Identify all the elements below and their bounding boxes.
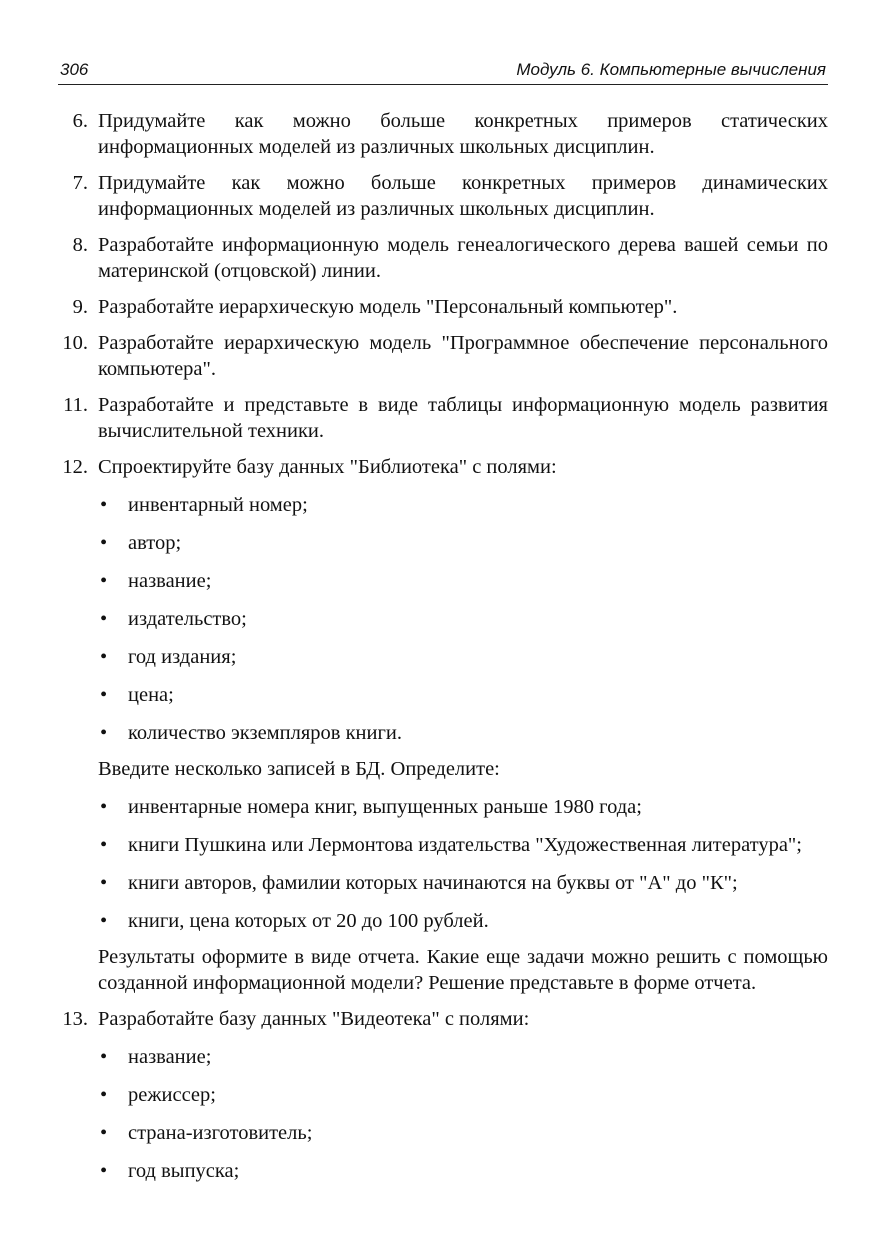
- exercise-text: Придумайте как можно больше конкретных примеров динамических информационных моделей из различных школьных дисциплин.: [98, 172, 828, 220]
- exercise-text: Разработайте иерархическую модель "Персональный компьютер".: [98, 296, 678, 318]
- exercise-item: [58, 108, 828, 160]
- list-item: • издательство;: [100, 608, 247, 630]
- exercise-text: Разработайте и представьте в виде таблицы информационную модель развития вычислительной техники.: [98, 394, 828, 442]
- bullet-icon: •: [100, 646, 108, 668]
- bullet-icon: •: [100, 570, 108, 592]
- bullet-icon: •: [100, 532, 108, 554]
- list-item: • инвентарный номер;: [100, 494, 308, 516]
- list-item: • страна-изготовитель;: [100, 1122, 313, 1144]
- running-title: Модуль 6. Компьютерные вычисления: [516, 60, 826, 79]
- exercise-text: Спроектируйте базу данных "Библиотека" с полями:: [98, 456, 557, 478]
- exercise-item: [58, 232, 828, 284]
- exercise-text: Разработайте иерархическую модель "Программное обеспечение персонального компьютера".: [98, 332, 828, 380]
- exercise-number: 8.: [72, 234, 88, 256]
- result-paragraph: Результаты оформите в виде отчета. Какие еще задачи можно решить с помощью созданной информационной модели? Решение представьте в форме отчета.: [98, 946, 828, 994]
- exercise-number: 6.: [72, 110, 88, 132]
- list-item: • режиссер;: [100, 1084, 216, 1106]
- list-item: • автор;: [100, 532, 182, 554]
- bullet-icon: •: [100, 1122, 108, 1144]
- exercise-text: Разработайте базу данных "Видеотека" с полями:: [98, 1008, 530, 1030]
- queries-list: [58, 794, 828, 934]
- bullet-icon: •: [100, 608, 108, 630]
- exercise-number: 13.: [62, 1008, 88, 1030]
- list-item: • название;: [100, 570, 212, 592]
- exercise-number: 11.: [63, 394, 88, 416]
- bullet-icon: •: [100, 1084, 108, 1106]
- video-fields-list: [58, 1044, 828, 1184]
- exercise-item: [58, 170, 828, 222]
- bullet-icon: •: [100, 872, 108, 894]
- bullet-icon: •: [100, 494, 108, 516]
- list-item: • цена;: [100, 684, 174, 706]
- page-header: [58, 58, 828, 85]
- exercise-text: Придумайте как можно больше конкретных примеров статических информационных моделей из различных школьных дисциплин.: [98, 110, 828, 158]
- exercise-item: [58, 1006, 828, 1032]
- page-number: 306: [60, 60, 89, 79]
- list-item: • книги Пушкина или Лермонтова издательства "Художественная литература";: [100, 834, 802, 856]
- page-content: [58, 108, 828, 1194]
- bullet-icon: •: [100, 722, 108, 744]
- exercise-item: [58, 392, 828, 444]
- list-item: • инвентарные номера книг, выпущенных раньше 1980 года;: [100, 796, 642, 818]
- exercise-number: 10.: [62, 332, 88, 354]
- exercise-number: 12.: [62, 456, 88, 478]
- bullet-icon: •: [100, 684, 108, 706]
- list-item: • название;: [100, 1046, 212, 1068]
- exercise-item: [58, 294, 828, 320]
- list-item: • книги авторов, фамилии которых начинаются на буквы от "А" до "К";: [100, 872, 738, 894]
- exercise-text: Разработайте информационную модель генеалогического дерева вашей семьи по материнской (отцовской) линии.: [98, 234, 828, 282]
- list-item: • книги, цена которых от 20 до 100 рублей.: [100, 910, 489, 932]
- bullet-icon: •: [100, 910, 108, 932]
- bullet-icon: •: [100, 796, 108, 818]
- list-item: • год выпуска;: [100, 1160, 240, 1182]
- library-fields-list: [58, 492, 828, 746]
- query-intro: Введите несколько записей в БД. Определите:: [98, 758, 500, 780]
- exercise-item: [58, 454, 828, 480]
- list-item: • количество экземпляров книги.: [100, 722, 402, 744]
- exercise-number: 9.: [72, 296, 88, 318]
- list-item: • год издания;: [100, 646, 237, 668]
- exercise-number: 7.: [72, 172, 88, 194]
- bullet-icon: •: [100, 834, 108, 856]
- bullet-icon: •: [100, 1046, 108, 1068]
- bullet-icon: •: [100, 1160, 108, 1182]
- exercise-item: [58, 330, 828, 382]
